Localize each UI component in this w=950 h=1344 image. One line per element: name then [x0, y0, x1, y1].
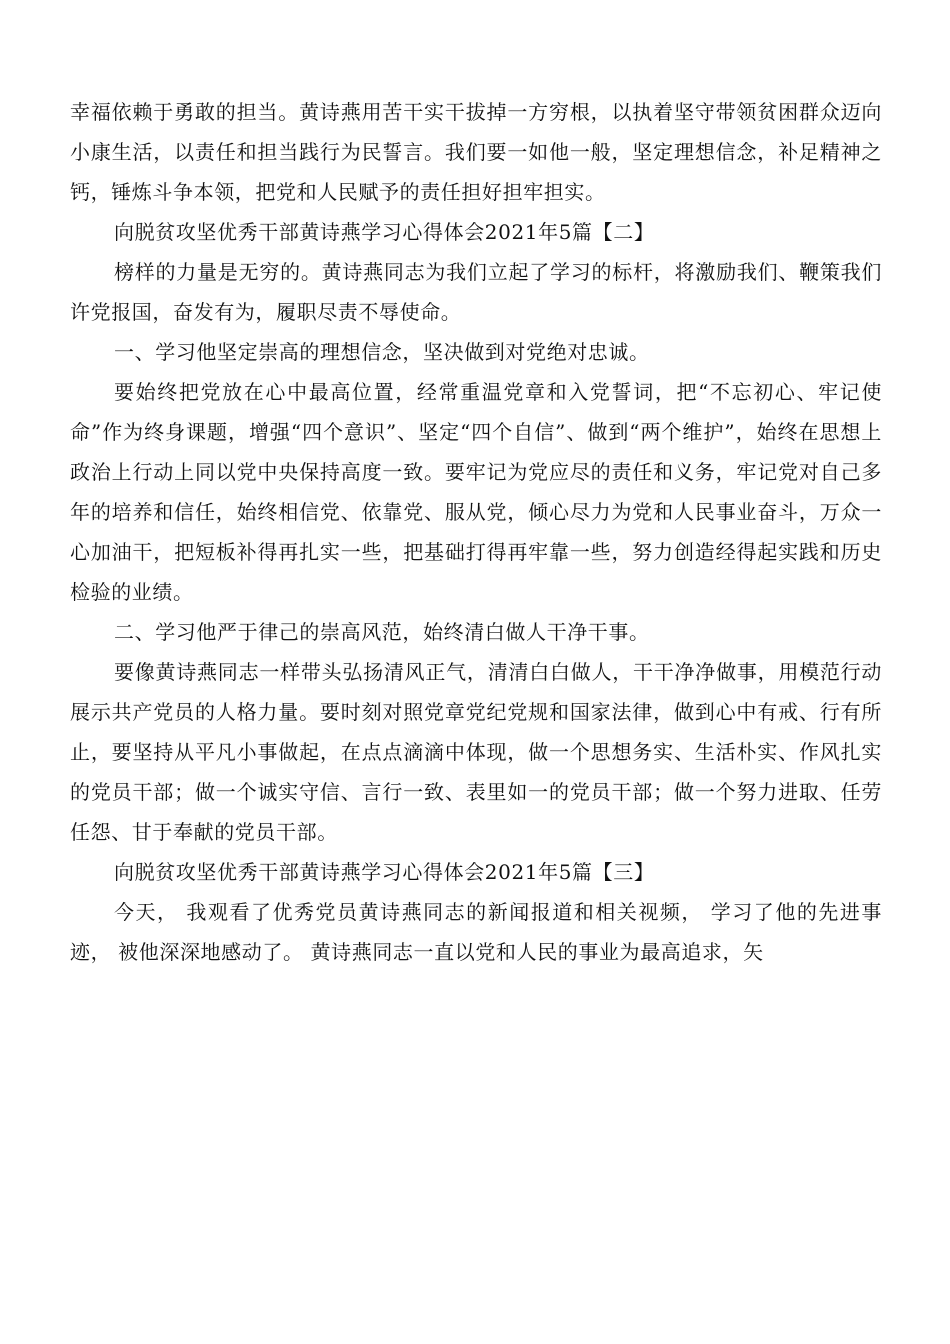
section-heading-three: 向脱贫攻坚优秀干部黄诗燕学习心得体会2021年5篇【三】	[114, 860, 655, 884]
document-body	[70, 92, 882, 972]
subheading-point-one: 一、学习他坚定崇高的理想信念，坚决做到对党绝对忠诚。	[114, 340, 650, 364]
section-heading-two: 向脱贫攻坚优秀干部黄诗燕学习心得体会2021年5篇【二】	[114, 220, 655, 244]
subheading-point-two: 二、学习他严于律己的崇高风范，始终清白做人干净干事。	[114, 620, 650, 644]
paragraph-section-three-intro: 今天， 我观看了优秀党员黄诗燕同志的新闻报道和相关视频， 学习了他的先进事迹， 被他深深地感动了。 黄诗燕同志一直以党和人民的事业为最高追求，矢	[70, 900, 882, 964]
paragraph-point-two-body: 要像黄诗燕同志一样带头弘扬清风正气，清清白白做人，干干净净做事，用模范行动展示共产党员的人格力量。要时刻对照党章党纪党规和国家法律，做到心中有戒、行有所止，要坚持从平凡小事做起，在点点滴滴中体现，做一个思想务实、生活朴实、作风扎实的党员干部；做一个诚实守信、言行一致、表里如一的党员干部；做一个努力进取、任劳任怨、甘于奉献的党员干部。	[70, 660, 882, 844]
paragraph-role-model: 榜样的力量是无穷的。黄诗燕同志为我们立起了学习的标杆，将激励我们、鞭策我们许党报国，奋发有为，履职尽责不辱使命。	[70, 260, 882, 324]
paragraph-point-one-body: 要始终把党放在心中最高位置，经常重温党章和入党誓词，把“不忘初心、牢记使命”作为终身课题，增强“四个意识”、坚定“四个自信”、做到“两个维护”，始终在思想上政治上行动上同以党中央保持高度一致。要牢记为党应尽的责任和义务，牢记党对自己多年的培养和信任，始终相信党、依靠党、服从党，倾心尽力为党和人民事业奋斗，万众一心加油干，把短板补得再扎实一些，把基础打得再牢靠一些，努力创造经得起实践和历史检验的业绩。	[70, 380, 882, 604]
paragraph-opening: 幸福依赖于勇敢的担当。黄诗燕用苦干实干拔掉一方穷根，以执着坚守带领贫困群众迈向小康生活，以责任和担当践行为民誓言。我们要一如他一般，坚定理想信念，补足精神之钙，锤炼斗争本领，把党和人民赋予的责任担好担牢担实。	[70, 100, 882, 204]
